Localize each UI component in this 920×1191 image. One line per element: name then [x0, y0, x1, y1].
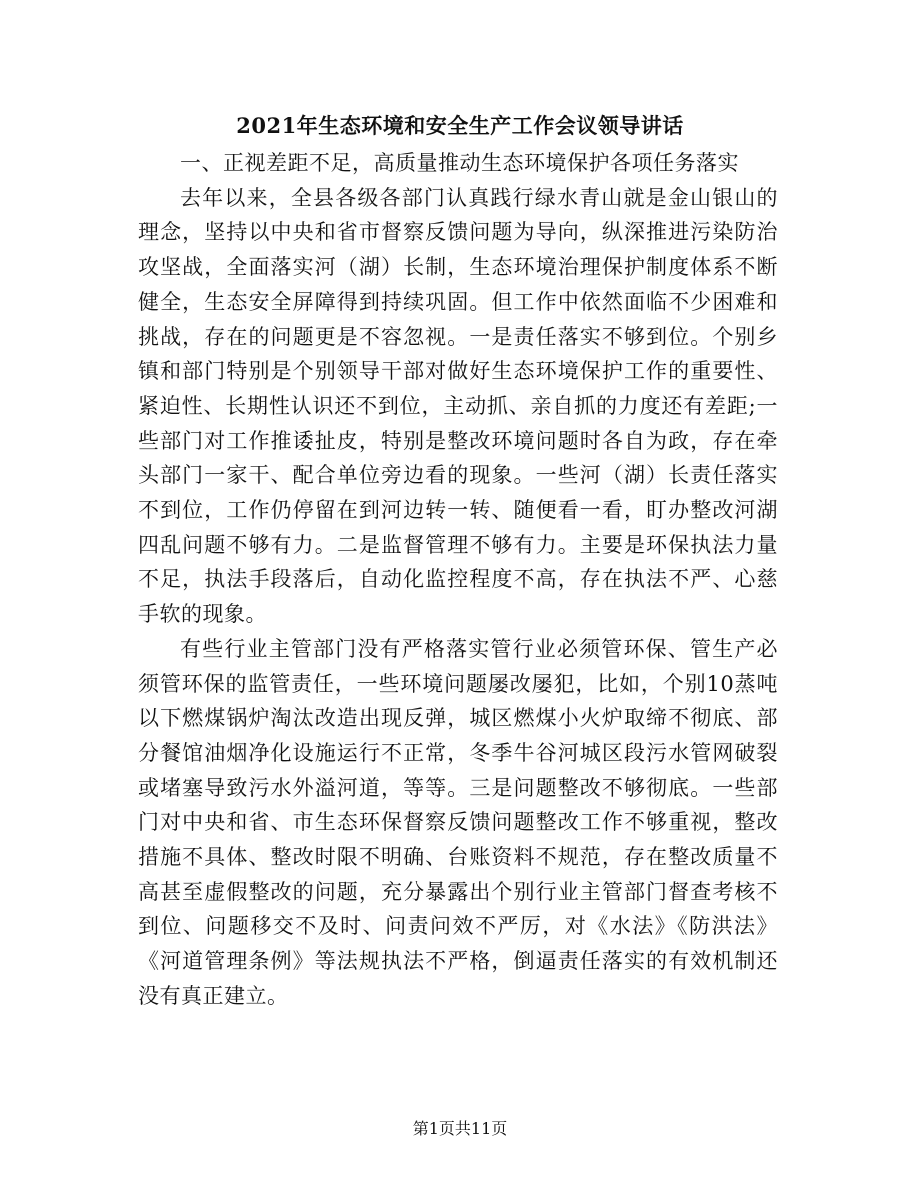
page-number: 第1页共11页: [412, 1119, 508, 1138]
section-heading: 一、正视差距不足，高质量推动生态环境保护各项任务落实: [180, 151, 739, 175]
body-paragraph-1: 去年以来，全县各级各部门认真践行绿水青山就是金山银山的理念，坚持以中央和省市督察反馈问题为导向，纵深推进污染防治攻坚战，全面落实河（湖）长制，生态环境治理保护制度体系不断健全，生态安全屏障得到持续巩固。但工作中依然面临不少困难和挑战，存在的问题更是不容忽视。一是责任落实不够到位。个别乡镇和部门特别是个别领导干部对做好生态环境保护工作的重要性、紧迫性、长期性认识还不到位，主动抓、亲自抓的力度还有差距;一些部门对工作推诿扯皮，特别是整改环境问题时各自为政，存在牵头部门一家干、配合单位旁边看的现象。一些河（湖）长责任落实不到位，工作仍停留在到河边转一转、随便看一看，盯办整改河湖四乱问题不够有力。二是监督管理不够有力。主要是环保执法力量不足，执法手段落后，自动化监控程度不高，存在执法不严、心慈手软的现象。: [138, 185, 778, 627]
body-paragraph-2: 有些行业主管部门没有严格落实管行业必须管环保、管生产必须管环保的监管责任，一些环境问题屡改屡犯，比如，个别10蒸吨以下燃煤锅炉淘汰改造出现反弹，城区燃煤小火炉取缔不彻底、部分餐馆油烟净化设施运行不正常，冬季牛谷河城区段污水管网破裂或堵塞导致污水外溢河道，等等。三是问题整改不够彻底。一些部门对中央和省、市生态环保督察反馈问题整改工作不够重视，整改措施不具体、整改时限不明确、台账资料不规范，存在整改质量不高甚至虚假整改的问题，充分暴露出个别行业主管部门督查考核不到位、问题移交不及时、问责问效不严厉，对《水法》《防洪法》《河道管理条例》等法规执法不严格，倒逼责任落实的有效机制还没有真正建立。: [138, 636, 778, 1008]
document-body: [138, 146, 778, 1014]
document-title: 2021年生态环境和安全生产工作会议领导讲话: [236, 113, 684, 138]
